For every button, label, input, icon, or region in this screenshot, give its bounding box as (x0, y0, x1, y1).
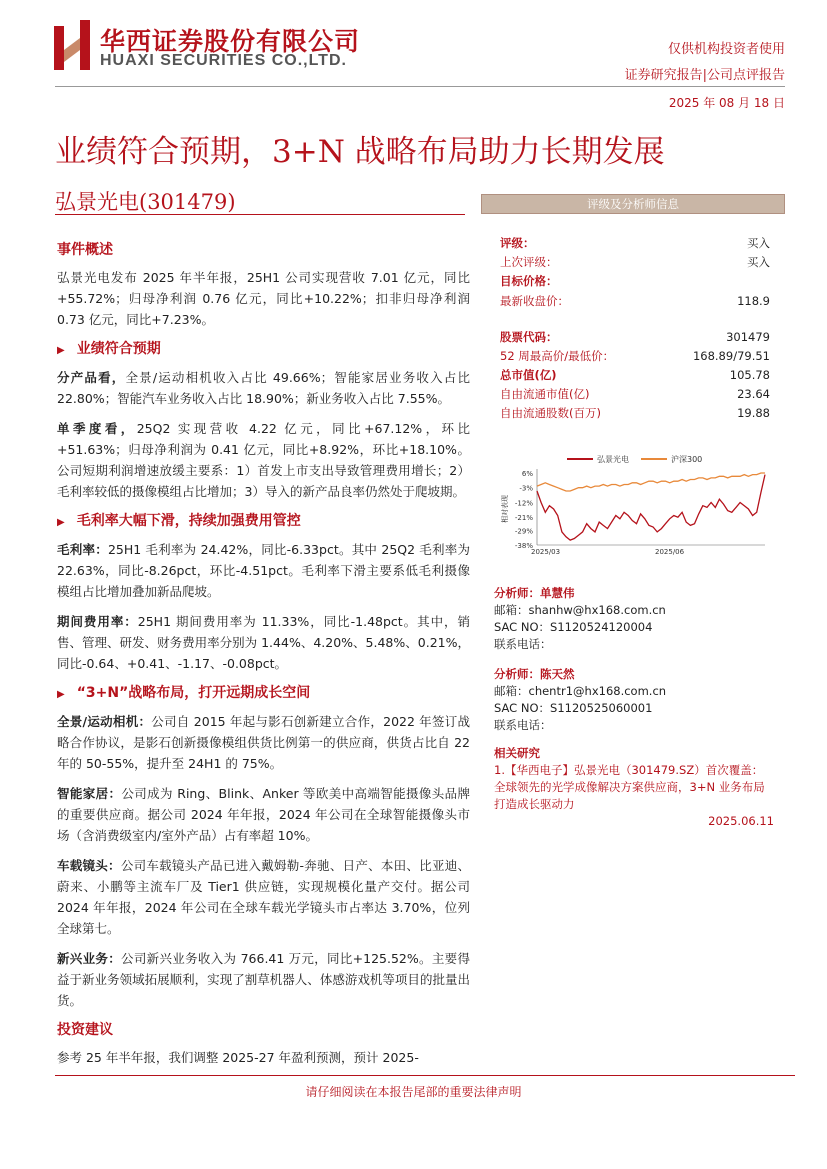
paragraph: 参考 25 年半年报，我们调整 2025-27 年盈利预测，预计 2025- (57, 1050, 419, 1065)
x-tick-label: 2025/03 (531, 548, 561, 556)
y-tick-label: -12% (514, 499, 533, 508)
analyst-1 (494, 585, 666, 653)
section-title-text: 毛利率大幅下滑，持续加强费用管控 (76, 513, 301, 529)
row-key: 评级： (500, 236, 535, 250)
row-value: 19.88 (737, 406, 770, 420)
row-value: 买入 (747, 236, 770, 250)
section-title-text: “3+N”战略布局，打开远期成长空间 (76, 685, 311, 701)
rating-box-title: 评级及分析师信息 (481, 194, 785, 214)
paragraph-text: 全景/运动相机收入占比 49.66%；智能家居业务收入占比 22.80%；智能汽车业务收入占比 18.90%；新业务收入占比 7.55%。 (57, 370, 470, 406)
analyst-name: 分析师：陈天然 (494, 667, 575, 681)
row-key: 股票代码： (500, 330, 558, 344)
paragraph (57, 855, 470, 939)
row-value: 168.89/79.51 (692, 349, 770, 363)
paragraph-text: 25Q2 实现营收 4.22 亿元，同比+67.12%，环比+51.63%；归母净利润为 0.41 亿元，同比+8.92%，环比+18.10%。公司短期利润增速放缓主要系：1）首发上市支出导致管理费用增长；2）毛利率较低的摄像模组占比增加；3）导入的新产品良率仍然处于爬坡期。 (57, 421, 470, 499)
row-key: 目标价格： (500, 274, 558, 288)
related-date: 2025.06.11 (708, 814, 774, 828)
row-key: 总市值(亿) (500, 368, 557, 382)
triangle-icon: ▶ (57, 689, 65, 700)
analyst-phone: 联系电话： (494, 637, 552, 651)
paragraph: 弘景光电发布 2025 年半年报，25H1 公司实现营收 7.01 亿元，同比+55.72%；归母净利润 0.76 亿元，同比+10.22%；扣非归母净利润 0.73 亿元，同比+7.23%。 (57, 270, 470, 327)
company-name-en: HUAXI SECURITIES CO.,LTD. (100, 52, 347, 69)
section-title: 投资建议 (57, 1022, 113, 1038)
section-title-text: 业绩符合预期 (76, 341, 161, 357)
company-logo-icon (54, 20, 94, 72)
analyst-sac: SAC NO：S1120524120004 (494, 620, 653, 634)
paragraph (57, 418, 470, 502)
paragraph (57, 611, 470, 674)
bold-lead: 新兴业务： (57, 951, 122, 966)
y-tick-label: -29% (514, 527, 533, 536)
paragraph (57, 711, 470, 774)
report-type: 证券研究报告|公司点评报告 (624, 68, 785, 83)
stock-divider (55, 214, 465, 215)
y-tick-label: -38% (514, 542, 533, 550)
paragraph (57, 948, 470, 1011)
bold-lead: 分产品看， (57, 370, 126, 385)
paragraph (57, 783, 470, 846)
row-key: 自由流通股数(百万) (500, 406, 601, 420)
triangle-icon: ▶ (57, 517, 65, 528)
report-title: 业绩符合预期，3+N 战略布局助力长期发展 (55, 134, 665, 170)
paragraph-text: 公司自 2015 年起与影石创新建立合作，2022 年签订战略合作协议，是影石创新摄像模组供货比例第一的供应商，供货占比自 22 年的 50-55%，提升至 24H1 的 75%。 (57, 714, 470, 771)
row-key: 最新收盘价： (500, 294, 569, 308)
bold-lead: 智能家居： (57, 786, 122, 801)
paragraph-text: 公司新兴业务收入为 766.41 万元，同比+125.52%。主要得益于新业务领域拓展顺利，实现了割草机器人、体感游戏机等项目的批量出货。 (57, 951, 470, 1008)
legal-notice: 请仔细阅读在本报告尾部的重要法律声明 (305, 1085, 522, 1099)
series-line-stock (537, 475, 765, 540)
bold-lead: 毛利率： (57, 542, 108, 557)
paragraph (57, 367, 470, 409)
paragraph-text: 25H1 毛利率为 24.42%，同比-6.33pct。其中 25Q2 毛利率为 22.63%，同比-8.26pct，环比-4.51pct。毛利率下滑主要系低毛利摄像模组占比增加叠加新品爬坡。 (57, 542, 470, 599)
paragraph (57, 539, 470, 602)
x-tick-label: 2025/06 (655, 548, 685, 556)
analyst-sac: SAC NO：S1120525060001 (494, 701, 653, 715)
analyst-email: 邮箱：chentr1@hx168.com.cn (494, 684, 667, 698)
y-axis-label: 相对表现 (501, 495, 509, 523)
analyst-2 (494, 666, 666, 734)
legend-label-stock: 弘景光电 (597, 455, 629, 464)
main-content (57, 236, 470, 1077)
paragraph-text: 25H1 期间费用率为 11.33%，同比-1.48pct。其中，销售、管理、研发、财务费用率分别为 1.44%、4.20%、5.48%、0.21%，同比-0.64、+0.41、-1.17、-0.08pct。 (57, 614, 470, 671)
bold-lead: 全景/运动相机： (57, 714, 152, 729)
analyst-name: 分析师：单慧伟 (494, 586, 575, 600)
section-title (57, 339, 470, 361)
y-tick-label: -21% (514, 514, 533, 523)
legend-label-index: 沪深300 (671, 455, 703, 464)
bold-lead: 期间费用率： (57, 614, 138, 629)
row-key: 52 周最高价/最低价： (500, 349, 615, 363)
row-key: 上次评级： (500, 255, 558, 269)
footer-divider (55, 1075, 795, 1076)
section-title (57, 683, 470, 705)
stock-name: 弘景光电(301479) (55, 190, 236, 214)
y-tick-label: -3% (519, 484, 533, 493)
paragraph-text: 公司车载镜头产品已进入戴姆勒-奔驰、日产、本田、比亚迪、蔚来、小鹏等主流车厂及 Tier1 供应链，实现规模化量产交付。据公司 2024 年年报，2024 年公司在全球车载光学镜头市占率达 3.70%，位列全球第七。 (57, 858, 470, 936)
row-value: 118.9 (737, 294, 770, 308)
related-item[interactable]: 1.【华西电子】弘景光电（301479.SZ）首次覆盖：全球领先的光学成像解决方案供应商，3+N 业务布局打造成长驱动力 (494, 763, 765, 811)
bold-lead: 车载镜头： (57, 858, 121, 873)
row-value: 23.64 (737, 387, 770, 401)
section-title (57, 511, 470, 533)
analyst-email: 邮箱：shanhw@hx168.com.cn (494, 603, 666, 617)
row-key: 自由流通市值(亿) (500, 387, 590, 401)
report-date: 2025 年 08 月 18 日 (668, 96, 785, 110)
analyst-phone: 联系电话： (494, 718, 552, 732)
company-name-cn: 华西证券股份有限公司 (100, 27, 361, 56)
related-title: 相关研究 (494, 746, 540, 760)
bold-lead: 单季度看， (57, 421, 137, 436)
row-value: 105.78 (729, 368, 770, 382)
row-value: 买入 (747, 255, 770, 269)
related-research (494, 745, 774, 830)
section-title: 事件概述 (57, 242, 113, 258)
row-value: 301479 (726, 330, 770, 344)
header-divider (55, 86, 785, 87)
relative-performance-chart (495, 445, 775, 565)
triangle-icon: ▶ (57, 345, 65, 356)
paragraph-text: 公司成为 Ring、Blink、Anker 等欧美中高端智能摄像头品牌的重要供应商。据公司 2024 年年报，2024 年公司在全球智能摄像头市场（含消费级室内/室外产品）占有率超 10%。 (57, 786, 470, 843)
rating-box (481, 194, 785, 214)
series-line-index (537, 473, 765, 491)
disclaimer: 仅供机构投资者使用 (667, 42, 785, 57)
y-tick-label: 6% (521, 470, 533, 478)
